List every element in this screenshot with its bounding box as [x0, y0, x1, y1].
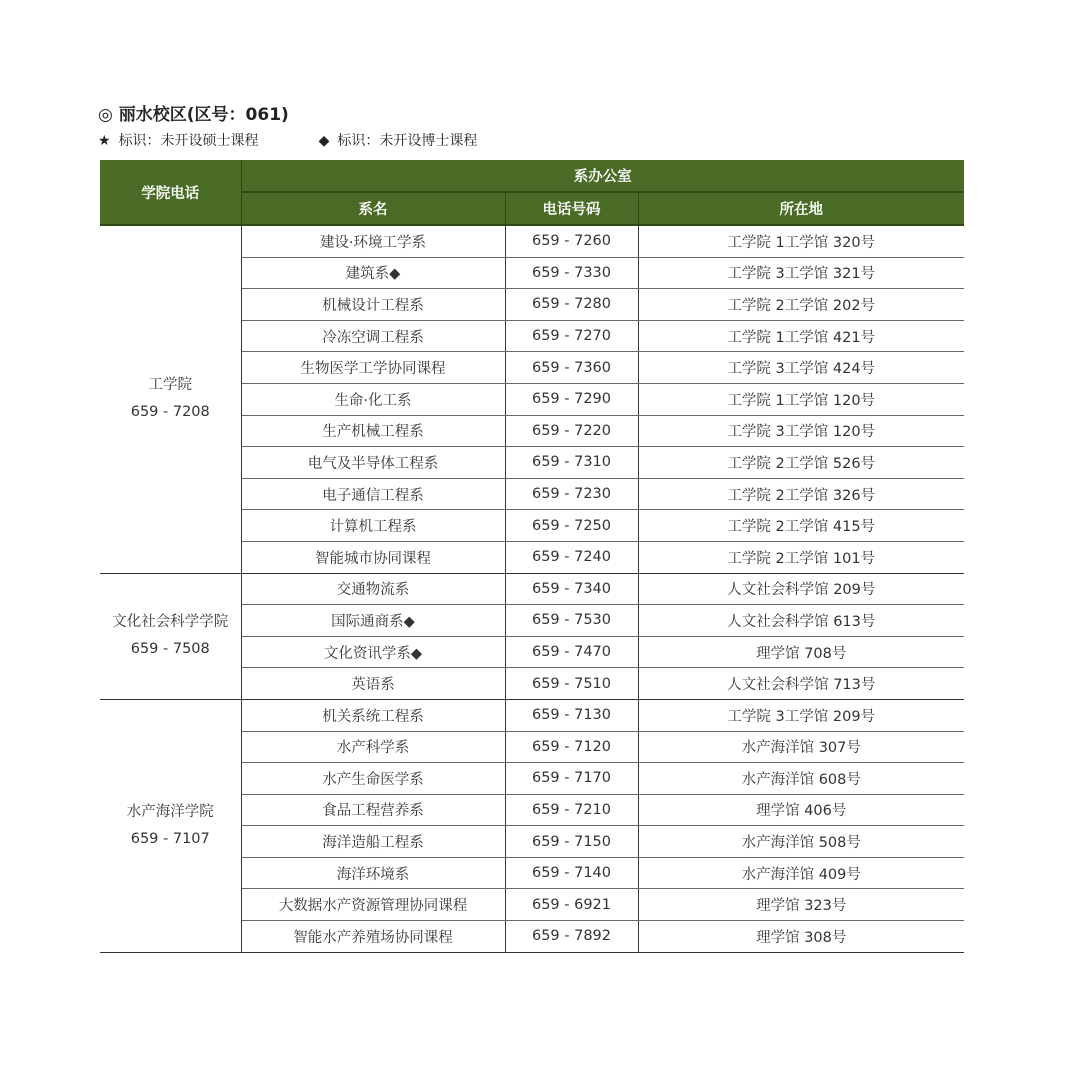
- header-location: 所在地: [638, 192, 964, 225]
- dept-name: 冷冻空调工程系: [241, 320, 505, 352]
- dept-name: 电子通信工程系: [241, 478, 505, 510]
- dept-location: 理学馆 323号: [638, 889, 964, 921]
- header-office-group: 系办公室: [241, 160, 964, 192]
- legend-text: 标识：未开设硕士课程: [118, 133, 259, 149]
- college-name: 工学院: [148, 377, 192, 394]
- dept-phone: 659 - 7150: [505, 826, 638, 858]
- legend-item-no-master: [98, 130, 259, 150]
- dept-location: 工学院 2工学馆 326号: [638, 478, 964, 510]
- dept-name: 智能城市协同课程: [241, 541, 505, 573]
- college-cell: [100, 573, 241, 699]
- dept-phone: 659 - 7240: [505, 541, 638, 573]
- dept-name: 海洋造船工程系: [241, 826, 505, 858]
- diamond-icon: ◆: [318, 133, 330, 149]
- dept-name: 建设·环境工学系: [241, 225, 505, 257]
- dept-name: 英语系: [241, 668, 505, 700]
- dept-location: 工学院 2工学馆 101号: [638, 541, 964, 573]
- dept-location: 人文社会科学馆 613号: [638, 605, 964, 637]
- campus-title-text: 丽水校区(区号：061): [118, 105, 289, 125]
- table-row: [100, 699, 964, 731]
- legend-text: 标识：未开设博士课程: [337, 133, 478, 149]
- dept-name: 机械设计工程系: [241, 289, 505, 321]
- dept-phone: 659 - 7360: [505, 352, 638, 384]
- dept-phone: 659 - 7470: [505, 636, 638, 668]
- dept-phone: 659 - 7280: [505, 289, 638, 321]
- table-body: [100, 225, 964, 952]
- dept-location: 工学院 1工学馆 421号: [638, 320, 964, 352]
- college-phone: 659 - 7208: [130, 404, 210, 421]
- dept-phone: 659 - 7510: [505, 668, 638, 700]
- dept-phone: 659 - 7260: [505, 225, 638, 257]
- dept-location: 工学院 2工学馆 202号: [638, 289, 964, 321]
- dept-location: 工学院 1工学馆 120号: [638, 383, 964, 415]
- dept-name: 生命·化工系: [241, 383, 505, 415]
- dept-location: 理学馆 406号: [638, 794, 964, 826]
- dept-location: 人文社会科学馆 209号: [638, 573, 964, 605]
- dept-location: 理学馆 708号: [638, 636, 964, 668]
- dept-phone: 659 - 7290: [505, 383, 638, 415]
- dept-phone: 659 - 7210: [505, 794, 638, 826]
- dept-location: 人文社会科学馆 713号: [638, 668, 964, 700]
- dept-name: 国际通商系◆: [241, 605, 505, 637]
- dept-location: 水产海洋馆 409号: [638, 857, 964, 889]
- dept-location: 水产海洋馆 508号: [638, 826, 964, 858]
- dept-phone: 659 - 7530: [505, 605, 638, 637]
- dept-phone: 659 - 7892: [505, 921, 638, 953]
- dept-name: 海洋环境系: [241, 857, 505, 889]
- dept-name: 建筑系◆: [241, 257, 505, 289]
- legend: [98, 130, 537, 150]
- dept-phone: 659 - 7310: [505, 447, 638, 479]
- department-table: [100, 160, 964, 953]
- dept-name: 水产生命医学系: [241, 763, 505, 795]
- legend-item-no-doctor: [319, 130, 478, 150]
- dept-phone: 659 - 7130: [505, 699, 638, 731]
- dept-location: 工学院 2工学馆 415号: [638, 510, 964, 542]
- dept-phone: 659 - 7170: [505, 763, 638, 795]
- dept-phone: 659 - 7270: [505, 320, 638, 352]
- dept-location: 工学院 3工学馆 321号: [638, 257, 964, 289]
- header-college-phone: 学院电话: [100, 160, 241, 225]
- college-name: 文化社会科学学院: [112, 614, 229, 631]
- double-circle-icon: ◎: [98, 105, 113, 125]
- dept-phone: 659 - 7250: [505, 510, 638, 542]
- dept-location: 工学院 2工学馆 526号: [638, 447, 964, 479]
- dept-name: 大数据水产资源管理协同课程: [241, 889, 505, 921]
- dept-phone: 659 - 7340: [505, 573, 638, 605]
- dept-name: 水产科学系: [241, 731, 505, 763]
- dept-name: 生产机械工程系: [241, 415, 505, 447]
- star-icon: ★: [98, 133, 111, 149]
- dept-location: 水产海洋馆 307号: [638, 731, 964, 763]
- dept-name: 机关系统工程系: [241, 699, 505, 731]
- dept-name: 生物医学工学协同课程: [241, 352, 505, 384]
- header-phone: 电话号码: [505, 192, 638, 225]
- dept-location: 理学馆 308号: [638, 921, 964, 953]
- dept-name: 文化资讯学系◆: [241, 636, 505, 668]
- college-phone: 659 - 7508: [130, 641, 210, 658]
- header-dept-name: 系名: [241, 192, 505, 225]
- dept-phone: 659 - 7330: [505, 257, 638, 289]
- dept-name: 计算机工程系: [241, 510, 505, 542]
- college-name: 水产海洋学院: [126, 803, 214, 820]
- table-row: [100, 573, 964, 605]
- dept-name: 食品工程营养系: [241, 794, 505, 826]
- dept-phone: 659 - 6921: [505, 889, 638, 921]
- college-cell: [100, 225, 241, 573]
- dept-phone: 659 - 7220: [505, 415, 638, 447]
- dept-name: 电气及半导体工程系: [241, 447, 505, 479]
- dept-location: 工学院 1工学馆 320号: [638, 225, 964, 257]
- dept-phone: 659 - 7230: [505, 478, 638, 510]
- dept-name: 交通物流系: [241, 573, 505, 605]
- dept-location: 工学院 3工学馆 424号: [638, 352, 964, 384]
- campus-title: [98, 100, 289, 125]
- college-cell: [100, 699, 241, 952]
- college-phone: 659 - 7107: [130, 830, 210, 847]
- dept-location: 工学院 3工学馆 120号: [638, 415, 964, 447]
- dept-phone: 659 - 7140: [505, 857, 638, 889]
- dept-name: 智能水产养殖场协同课程: [241, 921, 505, 953]
- table-row: [100, 225, 964, 257]
- dept-phone: 659 - 7120: [505, 731, 638, 763]
- dept-location: 水产海洋馆 608号: [638, 763, 964, 795]
- dept-location: 工学院 3工学馆 209号: [638, 699, 964, 731]
